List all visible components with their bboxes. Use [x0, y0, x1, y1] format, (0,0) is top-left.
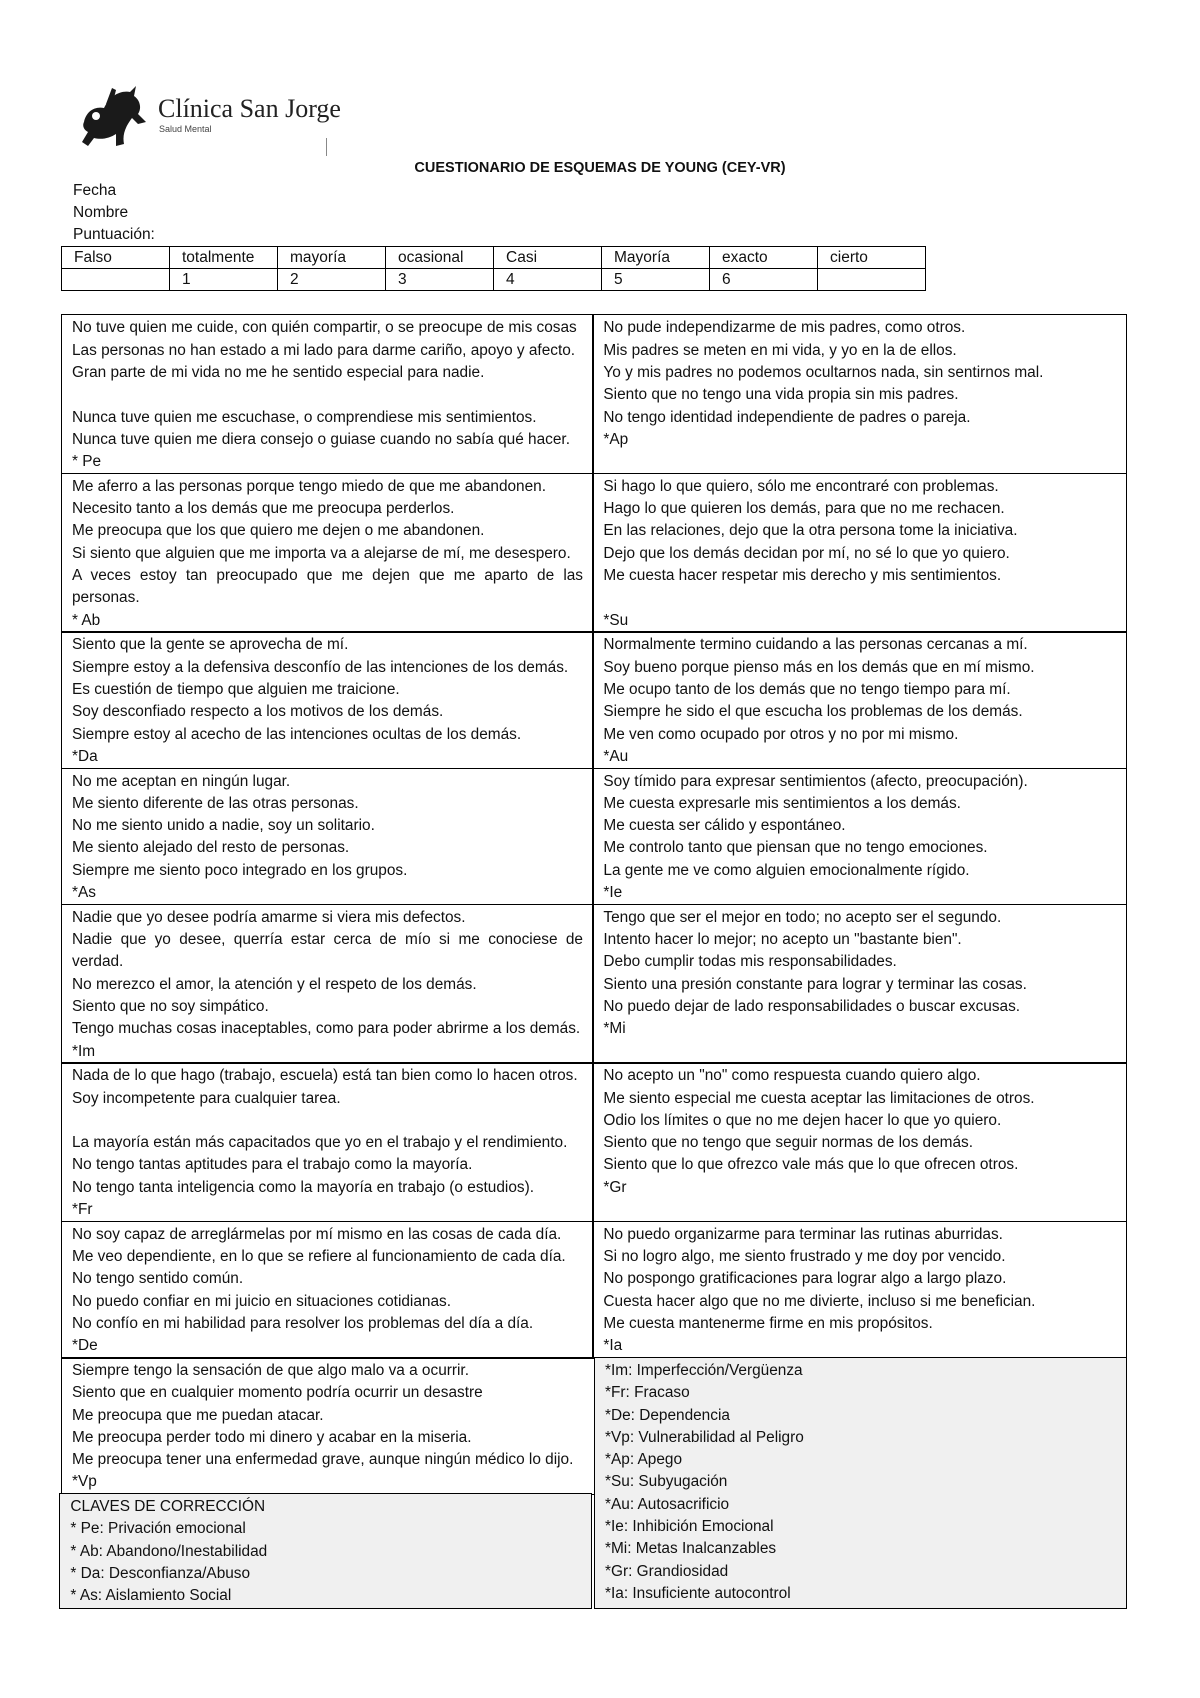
- statement: Nadie que yo desee podría amarme si viera mis defectos.: [72, 908, 466, 926]
- statement: Siempre estoy al acecho de las intenciones ocultas de los demás.: [72, 725, 522, 743]
- statement: Me preocupa perder todo mi dinero y acabar en la miseria.: [72, 1428, 472, 1446]
- statement: No pospongo gratificaciones para lograr algo a largo plazo.: [603, 1270, 1007, 1288]
- statement: No me aceptan en ningún lugar.: [72, 772, 291, 790]
- statement: La mayoría están más capacitados que yo en el trabajo y el rendimiento.: [72, 1134, 568, 1152]
- horse-rider-logo-icon: [76, 82, 154, 154]
- logo-subtitle: Salud Mental: [159, 124, 212, 134]
- scale-label: cierto: [818, 247, 926, 269]
- statement: CLAVES DE CORRECCIÓN: [70, 1498, 266, 1516]
- schema-block: [592, 1221, 1127, 1359]
- schema-code: * As: Aislamiento Social: [70, 1587, 232, 1605]
- correction-keys-left: [59, 1493, 592, 1608]
- divider: [326, 138, 327, 156]
- schema-code: *Ie: Inhibición Emocional: [605, 1517, 774, 1535]
- schema-code: * Pe: Privación emocional: [70, 1520, 246, 1538]
- statement: Nada de lo que hago (trabajo, escuela) está tan bien como lo hacen otros.: [72, 1067, 578, 1085]
- schema-code: * Ab: Abandono/Inestabilidad: [70, 1542, 268, 1560]
- schema-block: [61, 768, 594, 906]
- statement: No tengo sentido común.: [72, 1270, 244, 1288]
- schema-code: *Mi: [603, 1020, 626, 1038]
- statement: Siento que no tengo una vida propia sin mis padres.: [603, 386, 959, 404]
- schema-block: [61, 631, 594, 769]
- statement: No puedo confiar en mi juicio en situaciones cotidianas.: [72, 1292, 452, 1310]
- blank-line: [72, 384, 583, 406]
- questionnaire-row: [61, 769, 1127, 905]
- scale-number: [818, 269, 926, 291]
- statement: Soy tímido para expresar sentimientos (afecto, preocupación).: [603, 772, 1028, 790]
- statement: Me ocupo tanto de los demás que no tengo tiempo para mí.: [603, 680, 1011, 698]
- questionnaire-row: [61, 905, 1127, 1063]
- questionnaire-row: [61, 474, 1127, 632]
- blank-line: [72, 1110, 583, 1132]
- schema-code: * Pe: [72, 453, 102, 471]
- schema-block: [592, 473, 1127, 633]
- page-title: CUESTIONARIO DE ESQUEMAS DE YOUNG (CEY-VR): [414, 160, 786, 176]
- fecha-label: Fecha: [73, 182, 117, 199]
- statement: Normalmente termino cuidando a las personas cercanas a mí.: [603, 636, 1028, 654]
- schema-code: *As: [72, 884, 96, 902]
- scale-label: mayoría: [278, 247, 386, 269]
- statement: Soy bueno porque pienso más en los demás que en mí mismo.: [603, 658, 1035, 676]
- schema-code: *Fr: [72, 1201, 93, 1219]
- questionnaire-row: [61, 1064, 1127, 1222]
- statement: Nunca tuve quien me diera consejo o guiase cuando no sabía qué hacer.: [72, 430, 570, 448]
- statement: Siento que no tengo que seguir normas de los demás.: [603, 1134, 974, 1152]
- schema-code: * Ab: [72, 611, 101, 629]
- statement: Hago lo que quieren los demás, para que no me rechacen.: [603, 500, 1005, 518]
- statement: No puedo dejar de lado responsabilidades o buscar excusas.: [603, 997, 1021, 1015]
- statement: No merezco el amor, la atención y el respeto de los demás.: [72, 975, 477, 993]
- statement: Siempre tengo la sensación de que algo malo va a ocurrir.: [72, 1361, 469, 1379]
- scale-number: 2: [278, 269, 386, 291]
- statement: Me preocupa tener una enfermedad grave, aunque ningún médico lo dijo.: [72, 1451, 574, 1469]
- scale-number: 6: [710, 269, 818, 291]
- schema-block: [61, 904, 594, 1064]
- scale-number: 3: [386, 269, 494, 291]
- statement: La gente me ve como alguien emocionalmente rígido.: [603, 861, 970, 879]
- statement: Siento que lo que ofrezco vale más que lo que ofrecen otros.: [603, 1156, 1019, 1174]
- statement: Yo y mis padres no podemos ocultarnos nada, sin sentirnos mal.: [603, 364, 1044, 381]
- statement: Siento una presión constante para lograr y terminar las cosas.: [603, 975, 1027, 993]
- statement: Me siento alejado del resto de personas.: [72, 839, 350, 857]
- scale-label: Casi: [494, 247, 602, 269]
- schema-code: *Vp: Vulnerabilidad al Peligro: [605, 1428, 804, 1446]
- blank-line: [603, 587, 1116, 609]
- statement: No tengo identidad independiente de padres o pareja.: [603, 408, 971, 426]
- schema-code: *Gr: Grandiosidad: [605, 1562, 729, 1580]
- schema-code: *Ap: Apego: [605, 1451, 683, 1469]
- schema-code: *Su: [603, 611, 629, 629]
- schema-code: *Mi: Metas Inalcanzables: [605, 1540, 777, 1558]
- statement: Siempre me siento poco integrado en los grupos.: [72, 861, 408, 879]
- statement: Intento hacer lo mejor; no acepto un "bastante bien".: [603, 931, 962, 949]
- statement: No me siento unido a nadie, soy un solitario.: [72, 817, 375, 835]
- schema-code: *Au: Autosacrificio: [605, 1495, 730, 1513]
- schema-block: [592, 314, 1127, 474]
- statement: Me preocupa que los que quiero me dejen o me abandonen.: [72, 522, 485, 540]
- statement: Siento que en cualquier momento podría ocurrir un desastre: [72, 1384, 483, 1402]
- statement: Siento que la gente se aprovecha de mí.: [72, 636, 349, 654]
- schema-code: *Ap: [603, 430, 629, 448]
- statement: Nadie que yo desee, querría estar cerca de mío si me conociese de verdad.: [72, 931, 583, 971]
- schema-block: [592, 768, 1127, 906]
- schema-block: [61, 314, 594, 474]
- statement: Debo cumplir todas mis responsabilidades.: [603, 953, 897, 971]
- schema-code: * Da: Desconfianza/Abuso: [70, 1564, 251, 1582]
- schema-block: [592, 904, 1127, 1064]
- statement: No soy capaz de arreglármelas por mí mismo en las cosas de cada día.: [72, 1225, 562, 1243]
- statement: Me cuesta mantenerme firme en mis propósitos.: [603, 1314, 933, 1332]
- clinic-logo: [76, 82, 341, 162]
- statement: Soy desconfiado respecto a los motivos de los demás.: [72, 703, 444, 721]
- statement: Soy incompetente para cualquier tarea.: [72, 1089, 341, 1107]
- statement: No acepto un "no" como respuesta cuando quiero algo.: [603, 1067, 981, 1085]
- scale-table: [61, 246, 926, 291]
- statement: Me veo dependiente, en lo que se refiere al funcionamiento de cada día.: [72, 1248, 566, 1266]
- questionnaire-row: [61, 1222, 1127, 1358]
- logo-name: Clínica San Jorge: [158, 94, 341, 123]
- scale-label: Falso: [62, 247, 170, 269]
- statement: Me aferro a las personas porque tengo miedo de que me abandonen.: [72, 477, 547, 495]
- questionnaire-row: [61, 633, 1127, 769]
- questionnaire-row: [61, 1359, 1127, 1609]
- statement: Siento que no soy simpático.: [72, 997, 269, 1015]
- scale-number: 4: [494, 269, 602, 291]
- schema-code: *Vp: [72, 1473, 97, 1491]
- statement: Las personas no han estado a mi lado para darme cariño, apoyo y afecto.: [72, 341, 576, 359]
- puntuacion-label: Puntuación:: [73, 226, 155, 243]
- schema-code: *Au: [603, 747, 629, 765]
- statement: No tuve quien me cuide, con quién compartir, o se preocupe de mis cosas: [72, 319, 577, 337]
- statement: Tengo muchas cosas inaceptables, como para poder abrirme a los demás.: [72, 1020, 581, 1038]
- statement: Me preocupa que me puedan atacar.: [72, 1406, 324, 1424]
- schema-block: [592, 1062, 1127, 1222]
- scale-label: totalmente: [170, 247, 278, 269]
- last-left-wrapper: [61, 1359, 594, 1609]
- statement: Tengo que ser el mejor en todo; no acepto ser el segundo.: [603, 908, 1002, 926]
- schema-code: *Ia: [603, 1337, 623, 1355]
- statement: Me ven como ocupado por otros y no por mi mismo.: [603, 725, 959, 743]
- statement: Me siento especial me cuesta aceptar las limitaciones de otros.: [603, 1089, 1035, 1107]
- statement: Me siento diferente de las otras personas.: [72, 794, 359, 812]
- scale-label: Mayoría: [602, 247, 710, 269]
- scale-label: exacto: [710, 247, 818, 269]
- statement: No confío en mi habilidad para resolver los problemas del día a día.: [72, 1314, 534, 1332]
- schema-code: *De: Dependencia: [605, 1406, 730, 1424]
- statement: Me cuesta hacer respetar mis derecho y mis sentimientos.: [603, 567, 1002, 585]
- statement: No pude independizarme de mis padres, como otros.: [603, 319, 966, 337]
- schema-code: *Im: [72, 1042, 96, 1060]
- scale-labels-row: [62, 247, 926, 269]
- statement: Dejo que los demás decidan por mí, no sé lo que yo quiero.: [603, 544, 1010, 562]
- questionnaire-row: [61, 316, 1127, 474]
- scale-numbers-row: [62, 269, 926, 291]
- statement: Odio los límites o que no me dejen hacer lo que yo quiero.: [603, 1111, 1002, 1129]
- statement: Siempre he sido el que escucha los problemas de los demás.: [603, 703, 1023, 721]
- schema-code: *Gr: [603, 1178, 627, 1196]
- nombre-label: Nombre: [73, 204, 129, 221]
- scale-number: 5: [602, 269, 710, 291]
- statement: A veces estoy tan preocupado que me dejen que me aparto de las personas.: [72, 567, 583, 607]
- correction-keys-right: [594, 1357, 1127, 1609]
- schema-block: [61, 1062, 594, 1222]
- statement: Nunca tuve quien me escuchase, o comprendiese mis sentimientos.: [72, 408, 537, 426]
- statement: Es cuestión de tiempo que alguien me traicione.: [72, 680, 400, 698]
- statement: Si hago lo que quiero, sólo me encontraré con problemas.: [603, 477, 999, 495]
- statement: Me cuesta expresarle mis sentimientos a los demás.: [603, 794, 961, 812]
- statement: Mis padres se meten en mi vida, y yo en la de ellos.: [603, 341, 957, 359]
- statement: En las relaciones, dejo que la otra persona tome la iniciativa.: [603, 522, 1018, 540]
- statement: No tengo tanta inteligencia como la mayoría en trabajo (o estudios).: [72, 1178, 534, 1196]
- questionnaire-grid: [61, 316, 1127, 1609]
- schema-block: [61, 473, 594, 633]
- statement: Me controlo tanto que piensan que no tengo emociones.: [603, 839, 988, 857]
- schema-code: *De: [72, 1337, 98, 1355]
- statement: Siempre estoy a la defensiva desconfío de las intenciones de los demás.: [72, 658, 569, 676]
- statement: Si no logro algo, me siento frustrado y me doy por vencido.: [603, 1248, 1006, 1266]
- statement: Gran parte de mi vida no me he sentido especial para nadie.: [72, 364, 485, 381]
- schema-block: [61, 1221, 594, 1359]
- schema-code: *Su: Subyugación: [605, 1473, 728, 1491]
- statement: Si siento que alguien que me importa va a alejarse de mí, me desespero.: [72, 544, 571, 562]
- statement: Cuesta hacer algo que no me divierte, incluso si me benefician.: [603, 1292, 1036, 1310]
- schema-code: *Im: Imperfección/Vergüenza: [605, 1361, 803, 1379]
- scale-number: 1: [170, 269, 278, 291]
- schema-code: *Ia: Insuficiente autocontrol: [605, 1584, 791, 1602]
- scale-number: [62, 269, 170, 291]
- schema-code: *Da: [72, 747, 98, 765]
- schema-block: [592, 631, 1127, 769]
- schema-code: *Ie: [603, 884, 623, 902]
- schema-code: *Fr: Fracaso: [605, 1384, 690, 1402]
- statement: No tengo tantas aptitudes para el trabajo como la mayoría.: [72, 1156, 473, 1174]
- scale-label: ocasional: [386, 247, 494, 269]
- statement: Necesito tanto a los demás que me preocupa perderlos.: [72, 500, 455, 518]
- schema-block: [61, 1357, 639, 1495]
- statement: No puedo organizarme para terminar las rutinas aburridas.: [603, 1225, 1003, 1243]
- statement: Me cuesta ser cálido y espontáneo.: [603, 817, 846, 835]
